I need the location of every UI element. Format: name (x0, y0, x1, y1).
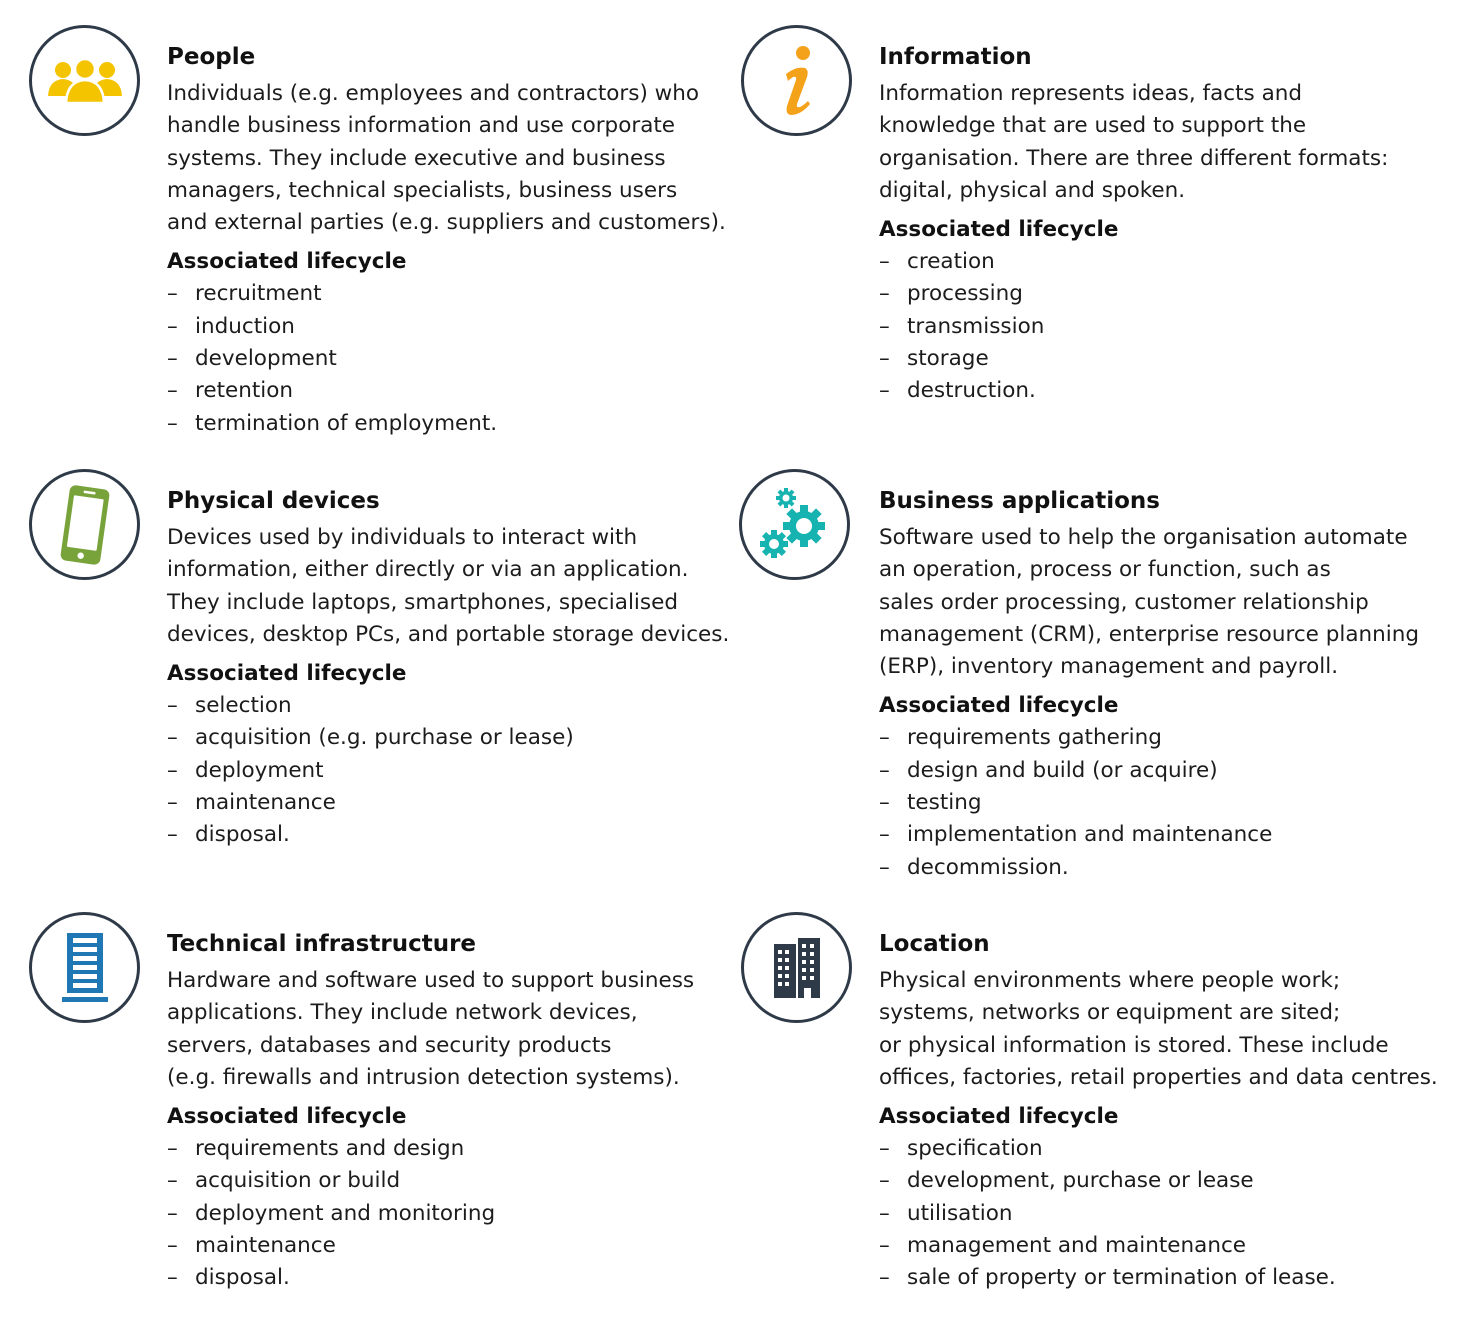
description-line: or physical information is stored. These include (879, 1032, 1389, 1058)
lifecycle-list (879, 246, 1464, 407)
list-item: – transmission (879, 313, 1045, 339)
description-line: (e.g. firewalls and intrusion detection systems). (167, 1064, 680, 1090)
list-item: – development (167, 346, 337, 372)
gears-icon-circle (739, 469, 850, 580)
smartphone-icon (55, 483, 115, 567)
description-line: and external parties (e.g. suppliers and customers). (167, 210, 726, 236)
list-item: – storage (879, 346, 989, 372)
description-line: digital, physical and spoken. (879, 177, 1186, 203)
list-item: – acquisition (e.g. purchase or lease) (167, 725, 574, 751)
card-information (879, 42, 1464, 408)
lifecycle-heading: Associated lifecycle (879, 693, 1119, 719)
list-item: – recruitment (167, 281, 322, 307)
list-item: – decommission. (879, 854, 1069, 880)
description-line: knowledge that are used to support the (879, 113, 1307, 139)
card-title: People (167, 44, 256, 70)
description-line: managers, technical specialists, business users (167, 177, 678, 203)
list-item: – specification (879, 1136, 1043, 1162)
card-description (879, 522, 1464, 683)
description-line: systems, networks or equipment are sited; (879, 1000, 1341, 1026)
card-location (879, 929, 1464, 1295)
list-item: – maintenance (167, 790, 336, 816)
lifecycle-heading: Associated lifecycle (167, 249, 407, 275)
card-description (879, 965, 1464, 1094)
list-item: – destruction. (879, 378, 1036, 404)
description-line: They include laptops, smartphones, specialised (167, 589, 678, 615)
lifecycle-list (879, 722, 1464, 883)
list-item: – acquisition or build (167, 1168, 401, 1194)
lifecycle-heading: Associated lifecycle (167, 661, 407, 687)
people-icon (45, 56, 125, 106)
description-line: Devices used by individuals to interact with (167, 525, 638, 550)
description-line: Physical environments where people work; (879, 968, 1341, 993)
card-title: Technical infrastructure (167, 931, 477, 957)
list-item: – implementation and maintenance (879, 822, 1273, 848)
list-item: – management and maintenance (879, 1233, 1246, 1259)
lifecycle-heading: Associated lifecycle (167, 1104, 407, 1130)
lifecycle-heading: Associated lifecycle (879, 217, 1119, 243)
list-item: – induction (167, 313, 295, 339)
list-item: – requirements and design (167, 1136, 465, 1162)
list-item: – selection (167, 693, 292, 719)
description-line: devices, desktop PCs, and portable storage devices. (167, 621, 730, 647)
list-item: – utilisation (879, 1200, 1013, 1226)
list-item: – disposal. (167, 822, 290, 848)
description-line: handle business information and use corporate (167, 113, 676, 139)
lifecycle-list (167, 690, 847, 851)
description-line: an operation, process or function, such as (879, 557, 1331, 583)
description-line: Individuals (e.g. employees and contractors) who (167, 81, 700, 106)
building-icon (770, 936, 824, 1000)
card-description (879, 78, 1464, 207)
card-title: Information (879, 44, 1032, 70)
list-item: – development, purchase or lease (879, 1168, 1254, 1194)
description-line: systems. They include executive and business (167, 145, 666, 171)
list-item: – processing (879, 281, 1023, 307)
card-business-applications (879, 486, 1464, 884)
description-line: applications. They include network devices, (167, 1000, 638, 1026)
list-item: – disposal. (167, 1265, 290, 1291)
description-line: Hardware and software used to support business (167, 968, 695, 993)
list-item: – termination of employment. (167, 410, 498, 436)
info-icon-circle (741, 25, 852, 136)
card-title: Physical devices (167, 488, 380, 514)
card-title: Location (879, 931, 990, 957)
list-item: – retention (167, 378, 294, 404)
list-item: – maintenance (167, 1233, 336, 1259)
people-icon-circle (29, 25, 140, 136)
lifecycle-heading: Associated lifecycle (879, 1104, 1119, 1130)
gears-icon (752, 482, 838, 568)
info-icon (772, 44, 822, 118)
list-item: – design and build (or acquire) (879, 757, 1218, 783)
description-line: Information represents ideas, facts and (879, 81, 1303, 106)
description-line: offices, factories, retail properties and data centres. (879, 1064, 1438, 1090)
smartphone-icon-circle (29, 469, 140, 580)
description-line: servers, databases and security products (167, 1032, 612, 1058)
description-line: (ERP), inventory management and payroll. (879, 654, 1339, 680)
list-item: – creation (879, 249, 995, 275)
lifecycle-list (167, 278, 847, 439)
lifecycle-list (879, 1133, 1464, 1294)
list-item: – sale of property or termination of lease. (879, 1265, 1336, 1291)
description-line: information, either directly or via an application. (167, 557, 689, 583)
lifecycle-list (167, 1133, 847, 1294)
card-title: Business applications (879, 488, 1160, 514)
list-item: – requirements gathering (879, 725, 1162, 751)
list-item: – deployment (167, 757, 324, 783)
description-line: Software used to help the organisation automate (879, 525, 1408, 550)
list-item: – deployment and monitoring (167, 1200, 496, 1226)
building-icon-circle (741, 912, 852, 1023)
server-icon-circle (29, 912, 140, 1023)
description-line: management (CRM), enterprise resource planning (879, 621, 1419, 647)
server-icon (60, 931, 110, 1005)
description-line: sales order processing, customer relationship (879, 589, 1369, 615)
list-item: – testing (879, 790, 982, 816)
description-line: organisation. There are three different formats: (879, 145, 1389, 171)
